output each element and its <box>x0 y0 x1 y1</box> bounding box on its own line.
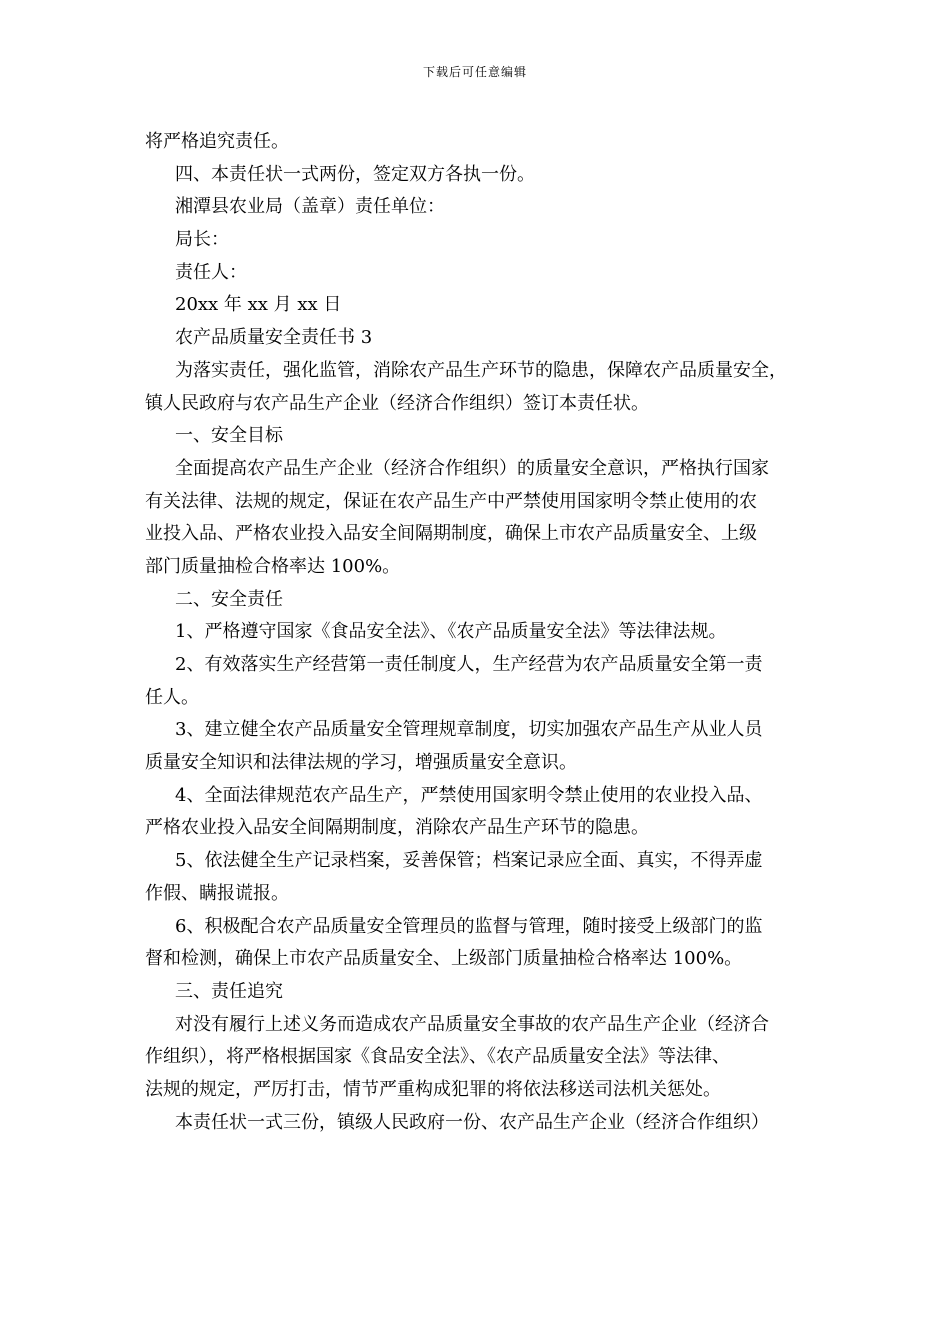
document-body <box>145 126 815 1139</box>
text-line: 3、建立健全农产品质量安全管理规章制度，切实加强农产品生产从业人员 <box>175 719 763 741</box>
text-line: 全面提高农产品生产企业（经济合作组织）的质量安全意识，严格执行国家 <box>175 457 769 479</box>
text-line: 湘潭县农业局（盖章）责任单位： <box>175 196 445 218</box>
text-line: 业投入品、严格农业投入品安全间隔期制度，确保上市农产品质量安全、上级 <box>145 523 757 545</box>
text-line: 1、严格遵守国家《食品安全法》、《农产品质量安全法》等法律法规。 <box>175 621 727 643</box>
text-line: 督和检测，确保上市农产品质量安全、上级部门质量抽检合格率达 100%。 <box>145 948 743 970</box>
text-line: 作组织），将严格根据国家《食品安全法》、《农产品质量安全法》等法律、 <box>145 1046 730 1068</box>
text-line: 二、安全责任 <box>175 588 283 610</box>
text-line: 20xx 年 xx 月 xx 日 <box>175 294 342 316</box>
page-header: 下载后可任意编辑 <box>422 65 527 79</box>
text-line: 5、依法健全生产记录档案，妥善保管；档案记录应全面、真实，不得弄虚 <box>175 850 763 872</box>
text-line: 任人。 <box>145 686 199 708</box>
text-line: 三、责任追究 <box>175 980 283 1002</box>
text-line: 部门质量抽检合格率达 100%。 <box>145 555 401 577</box>
text-line: 将严格追究责任。 <box>145 131 289 152</box>
text-line: 镇人民政府与农产品生产企业（经济合作组织）签订本责任状。 <box>145 392 649 414</box>
text-line: 四、本责任状一式两份，签定双方各执一份。 <box>175 163 535 185</box>
text-line: 法规的规定，严厉打击，情节严重构成犯罪的将依法移送司法机关惩处。 <box>145 1078 721 1100</box>
text-line: 有关法律、法规的规定，保证在农产品生产中严禁使用国家明令禁止使用的农 <box>145 490 757 512</box>
text-line: 对没有履行上述义务而造成农产品质量安全事故的农产品生产企业（经济合 <box>175 1013 769 1035</box>
text-line: 局长： <box>175 229 229 251</box>
text-line: 作假、瞒报谎报。 <box>145 882 289 904</box>
text-line: 本责任状一式三份，镇级人民政府一份、农产品生产企业（经济合作组织） <box>175 1111 769 1133</box>
text-line: 质量安全知识和法律法规的学习，增强质量安全意识。 <box>145 752 577 774</box>
text-line: 一、安全目标 <box>175 425 283 447</box>
text-line: 严格农业投入品安全间隔期制度，消除农产品生产环节的隐患。 <box>145 817 649 839</box>
text-line: 为落实责任，强化监管，消除农产品生产环节的隐患，保障农产品质量安全， <box>175 359 787 381</box>
text-line: 6、积极配合农产品质量安全管理员的监督与管理，随时接受上级部门的监 <box>175 915 763 937</box>
text-line: 4、全面法律规范农产品生产，严禁使用国家明令禁止使用的农业投入品、 <box>175 784 763 806</box>
text-line: 2、有效落实生产经营第一责任制度人，生产经营为农产品质量安全第一责 <box>175 654 763 675</box>
text-line: 农产品质量安全责任书 3 <box>175 327 373 349</box>
text-line: 责任人： <box>175 261 247 283</box>
